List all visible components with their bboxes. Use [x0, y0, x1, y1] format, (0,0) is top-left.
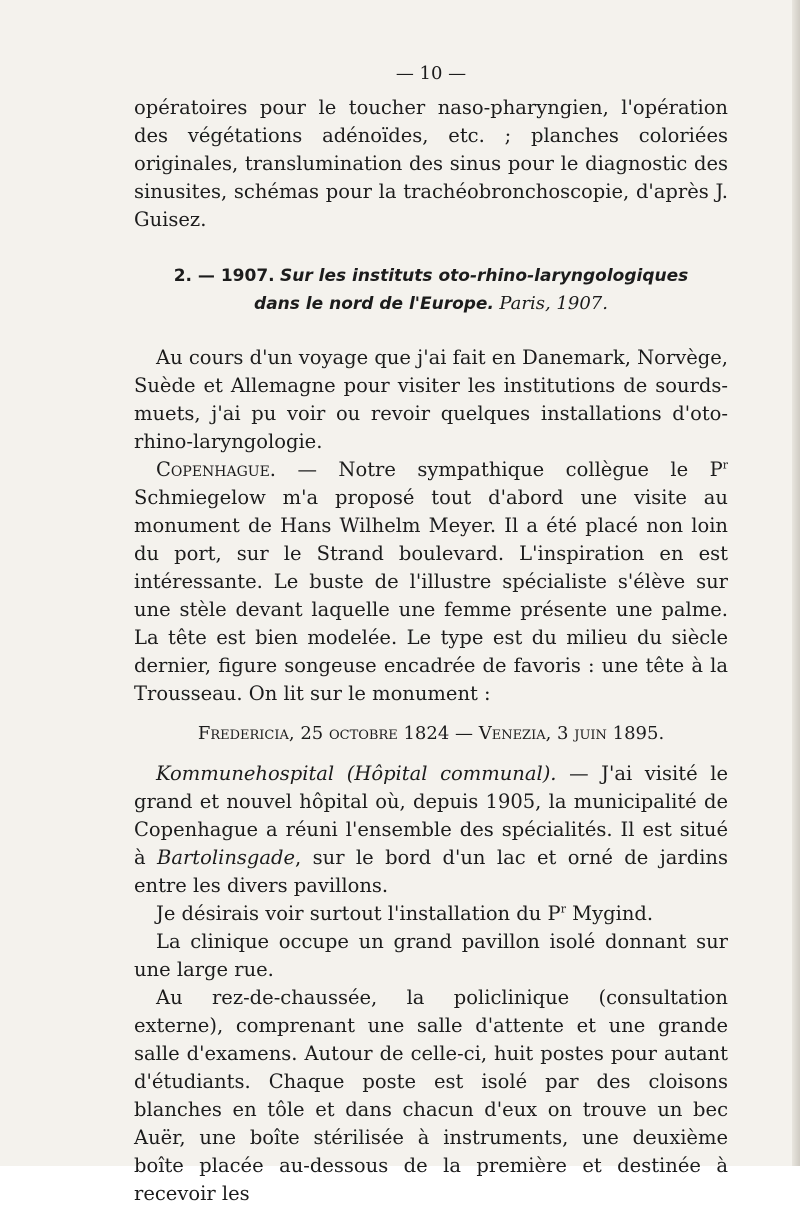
professor-abbrev-sup: r	[722, 458, 728, 472]
paragraph-kommunehospital	[134, 760, 728, 900]
paragraph-kommunehospital-text-b: , sur le bord d'un lac et orné de jardins entre les divers pavillons.	[134, 846, 728, 897]
paragraph-copenhague	[134, 456, 728, 708]
professor-abbrev-sup-2: r	[560, 902, 566, 916]
paragraph-mygind	[134, 900, 728, 928]
paragraph-1: opératoires pour le toucher naso-pharyngien, l'opération des végétations adénoïdes, etc. ; planches coloriées originales, translumination des sinus pour le diagnostic des sinusites, schémas pour la trachéobronchoscopie, d'après J. Guisez.	[134, 96, 728, 231]
heading-place-date: Paris, 1907.	[499, 293, 608, 314]
monument-inscription: Fredericia, 25 octobre 1824 — Venezia, 3 juin 1895.	[197, 723, 665, 744]
paragraph-kommunehospital-text-a: — J'ai visité le grand et nouvel hôpital où, depuis 1905, la municipalité de Copenhague a réuni l'ensemble des spécialités. Il est situé à	[134, 762, 728, 869]
paragraph-clinique: La clinique occupe un grand pavillon isolé donnant sur une large rue.	[134, 930, 728, 981]
paragraph-2: Au cours d'un voyage que j'ai fait en Danemark, Norvège, Suède et Allemagne pour visiter les institutions de sourds-muets, j'ai pu voir ou revoir quelques installations d'oto-rhino-laryngologie.	[134, 346, 728, 453]
text-block	[134, 60, 728, 1208]
paragraph-copenhague-text-a: — Notre sympathique collègue le P	[276, 458, 723, 481]
heading-line-1	[134, 262, 728, 290]
page-edge-shadow	[792, 0, 800, 1166]
section-heading	[134, 262, 728, 318]
heading-line-2	[134, 290, 728, 318]
paragraph-rez-de-chaussee: Au rez-de-chaussée, la policlinique (consultation externe), comprenant une salle d'attente et une grande salle d'examens. Autour de celle-ci, huit postes pour autant d'étudiants. Chaque poste est isolé par des cloisons blanches en tôle et dans chacun d'eux on trouve un bec Auër, une boîte stérilisée à instruments, une deuxième boîte placée au-dessous de la première et destinée à recevoir les	[134, 986, 728, 1205]
paragraph-mygind-text-a: Je désirais voir surtout l'installation du P	[156, 902, 561, 925]
street-name: Bartolinsgade	[157, 846, 296, 869]
paragraph-mygind-text-b: Mygind.	[565, 902, 654, 925]
paragraph-copenhague-text-b: Schmiegelow m'a proposé tout d'abord une visite au monument de Hans Wilhelm Meyer. Il a été placé non loin du port, sur le Strand boulevard. L'inspiration en est intéressante. Le buste de l'illustre spécialiste s'élève sur une stèle devant laquelle une femme présente une palme. La tête est bien modelée. Le type est du milieu du siècle dernier, figure songeuse encadrée de favoris : une tête à la Trousseau. On lit sur le monument :	[134, 486, 728, 705]
heading-number: 2. — 1907.	[173, 266, 275, 286]
city-name: Copenhague.	[156, 458, 277, 481]
hospital-title: Kommunehospital (Hôpital communal).	[156, 762, 557, 785]
page-number: — 10 —	[395, 63, 467, 84]
heading-title-part2: dans le nord de l'Europe.	[254, 294, 494, 314]
heading-title-part1: Sur les instituts oto-rhino-laryngologiques	[280, 266, 689, 286]
